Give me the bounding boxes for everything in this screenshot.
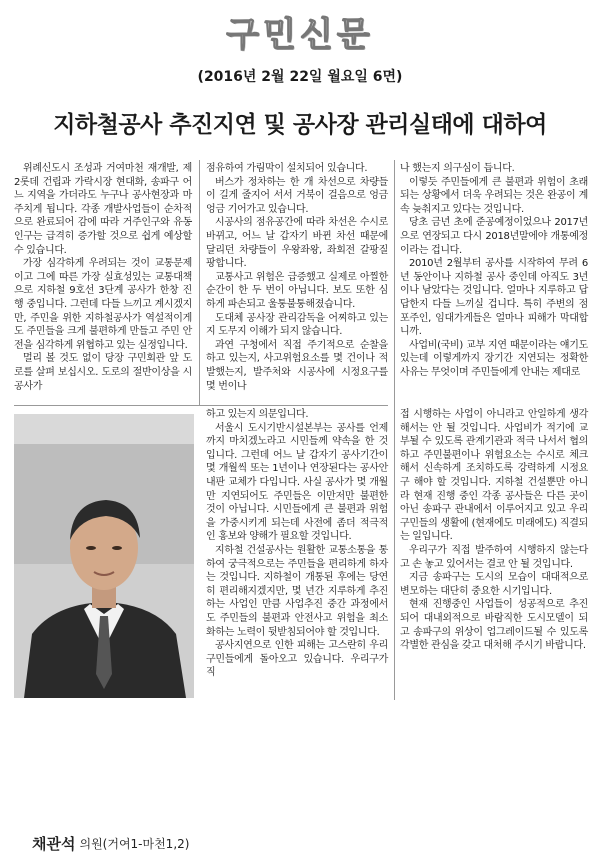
paragraph: 하고 있는지 의문입니다. — [206, 409, 309, 420]
paragraph: 과연 구청에서 직접 주기적으로 순찰을 하고 있는지, 사고위험요소를 몇 건이나 적발했는지, 발주처와 시공사에 시정요구를 몇 번이나 — [206, 339, 388, 392]
paragraph: 2010년 2월부터 공사를 시작하여 무려 6년 동안이나 지하철 공사 중인데 아직도 3년이나 남았다는 것입니다. 얼마나 지루하고 답답한지 다들 느끼실 겁니다. 특히 주변의 점포주인, 임대가게들은 얼마나 피해가 막대합니까. — [400, 258, 588, 338]
paragraph: 가장 심각하게 우려되는 것이 교통문제이고 그에 따른 가장 실효성있는 교통대책으로 지하철 9호선 3단계 공사가 한창 진행 중입니다. 그런데 다들 느끼고 계시겠지만, 주민을 위한 지하철공사가 역설적이게도 주민들을 크게 불편하게 만들고 주민 안전을 심각하게 위협하고 있는 실정입니다. — [14, 258, 192, 351]
section-divider — [14, 405, 388, 406]
paragraph: 공사지연으로 인한 피해는 고스란히 우리 구민들에게 돌아오고 있습니다. 우리구가 직 — [206, 640, 388, 679]
article-column-1 — [14, 162, 192, 396]
dateline: (2016년 2월 22일 월요일 6면) — [197, 69, 403, 85]
paragraph: 시공사의 점유공간에 따라 차선은 수시로 바뀌고, 어느 날 갑자기 바뀐 차선 때문에 달리던 차량들이 우왕좌왕, 좌회전 갈팡질팡합니다. — [206, 217, 388, 270]
headline: 지하철공사 추진지연 및 공사장 관리실태에 대하여 — [53, 112, 547, 138]
paragraph: 접 시행하는 사업이 아니라고 안일하게 생각해서는 안 될 것입니다. 사업비가 적기에 교부될 수 있도록 관계기관과 적극 나서서 협의하고 주민불편이나 위험요소는 수시로 체크해서 신속하게 조치하도록 강력하게 시정요구 해야 할 것입니다. 지하철 건설뿐만 아니라 현재 진행 중인 각종 공사들은 다른 곳이 아닌 송파구 관내에서 이루어지고 있고 우리 구민들의 생활에 (현재에도 미래에도) 직결되는 일입니다. — [400, 409, 588, 543]
paragraph: 사업비(국비) 교부 지연 때문이라는 얘기도 있는데 이렇게까지 장기간 지연되는 정확한 사유는 무엇이며 주민들에게 안내는 제대로 — [400, 339, 588, 378]
author-portrait — [14, 444, 194, 698]
article-column-5 — [400, 408, 588, 700]
article-column-4 — [206, 408, 388, 700]
newspaper-masthead — [0, 0, 600, 62]
paragraph: 지하철 건설공사는 원활한 교통소통을 통하여 궁극적으로는 주민들을 편리하게 하자는 것입니다. 지하철이 개통된 후에는 당연히 편리해지겠지만, 몇 년간 지루하게 추진하는 사업인 만큼 사업추진 중간 과정에서도 주민들의 불편과 안전사고 위험을 최소화하는 노력이 뒷받침되어야 할 것입니다. — [206, 544, 388, 638]
paragraph: 멀리 볼 것도 없이 당장 구민회관 앞 도로를 살펴 보십시오. 도로의 절반이상을 시공사가 — [14, 353, 192, 392]
column-divider — [199, 160, 200, 406]
paragraph: 도대체 공사장 관리감독을 어찌하고 있는지 도무지 이해가 되지 않습니다. — [206, 312, 388, 338]
paragraph: 우리구가 직접 발주하여 시행하지 않는다고 손 놓고 있어서는 결코 안 될 것입니다. — [400, 544, 588, 570]
paragraph: 이렇듯 주민들에게 큰 불편과 위험이 초래되는 상황에서 더욱 우려되는 것은 완공이 계속 늦춰지고 있다는 것입니다. — [400, 176, 588, 215]
paragraph: 서울시 도시기반시설본부는 공사를 언제까지 마치겠노라고 시민들께 약속을 한 것입니다. 그런데 어느 날 갑자기 공사기간이 몇 개월씩 또는 1년이나 연장된다는 공사안내판 교체가 다입니다. 사실 공사가 몇 개월만 지연되어도 주민들은 이만저만 불편한 것이 아닙니다. 시민들에게 큰 불편과 위험을 가중시키게 되는데 사전에 좀더 적극적인 홍보와 양해가 필요할 것입니다. — [206, 422, 388, 543]
author-role: 의원(거여1-마천1,2) — [79, 836, 190, 851]
author-caption — [28, 828, 208, 858]
paragraph: 나 했는지 의구심이 듭니다. — [400, 163, 515, 174]
article-column-2 — [206, 162, 388, 402]
paragraph: 위례신도시 조성과 거여마천 재개발, 제2롯데 건립과 가락시장 현대화, 송파구 어느 지역을 가더라도 누구나 공사현장과 마주치게 됩니다. 각종 개발사업들이 순차적으로 완료되어 감에 따라 거주인구와 유동인구는 급격히 증가할 것으로 쉽게 예상할 수 있습니다. — [14, 163, 192, 256]
author-name: 채관석 — [32, 834, 76, 853]
column-divider — [394, 160, 395, 700]
paragraph: 점유하여 가림막이 설치되어 있습니다. — [206, 163, 368, 174]
newspaper-name: 구민신문 — [226, 14, 374, 55]
paragraph: 현재 진행중인 사업들이 성공적으로 추진되어 대내외적으로 바람직한 도시모델이 되고 송파구의 위상이 업그레이드될 수 있도록 각별한 관심을 갖고 대처해 주시기 바랍니다. — [400, 599, 588, 652]
article-column-3 — [400, 162, 588, 402]
paragraph: 버스가 정차하는 한 개 차선으로 차량들이 길게 줄지어 서서 거북이 걸음으로 엉금엉금 기어가고 있습니다. — [206, 176, 388, 215]
paragraph: 교통사고 위험은 급증했고 실제로 아찔한 순간이 한 두 번이 아닙니다. 보도 또한 심하게 파손되고 울퉁불퉁해졌습니다. — [206, 271, 388, 310]
author-photo — [14, 414, 194, 853]
paragraph: 지금 송파구는 도시의 모습이 대대적으로 변모하는 대단히 중요한 시기입니다. — [400, 572, 588, 597]
paragraph: 당초 금년 초에 준공예정이었으나 2017년으로 연장되고 다시 2018년말에야 개통예정이라는 겁니다. — [400, 217, 588, 256]
